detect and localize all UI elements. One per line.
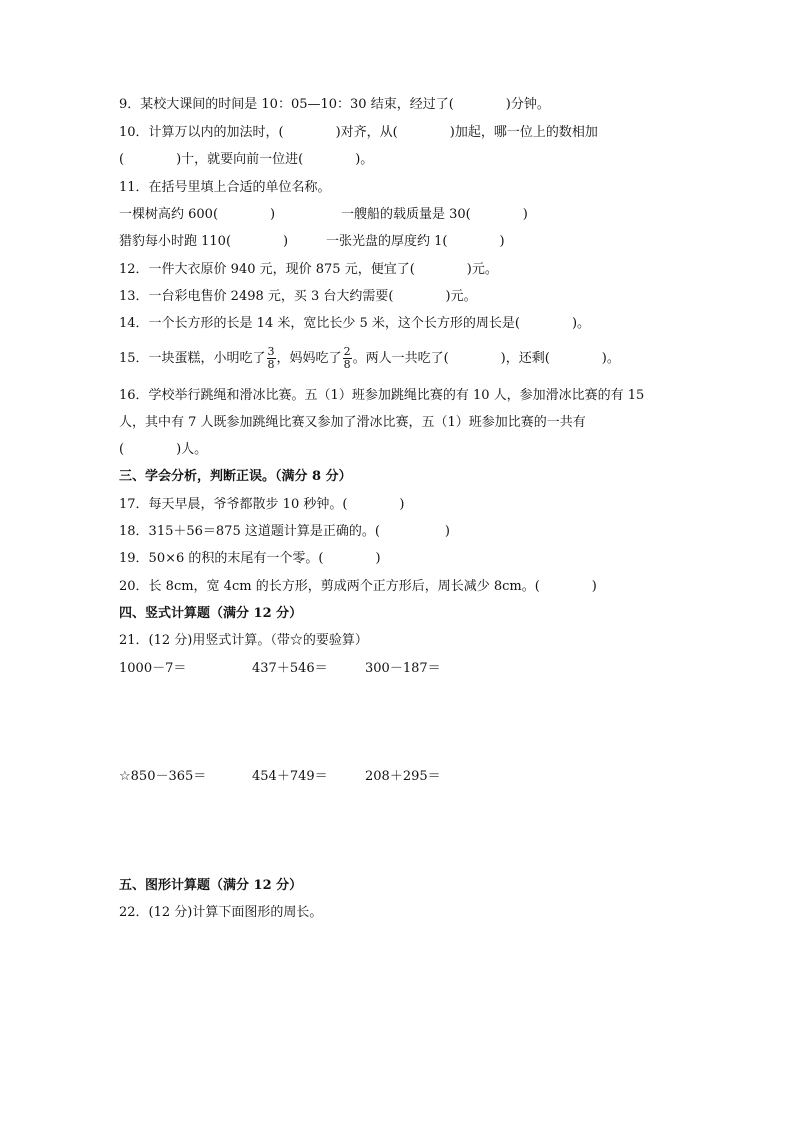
section-3-heading: 三、学会分析，判断正误。（满分 8 分）: [119, 469, 352, 484]
calc-item: 437＋546＝: [252, 661, 328, 676]
fraction-1-numerator: 3: [267, 345, 275, 358]
question-17: 17．每天早晨，爷爷都散步 10 秒钟。( ): [119, 497, 405, 512]
question-11-item-b: 一艘船的载质量是 30( ): [341, 207, 528, 222]
question-10-line-1: 10．计算万以内的加法时，( )对齐，从( )加起，哪一位上的数相加: [119, 125, 598, 140]
section-4-heading: 四、竖式计算题（满分 12 分）: [119, 606, 303, 621]
question-10-line-2: ( )十，就要向前一位进( )。: [119, 152, 374, 167]
question-15-part-3: 。两人一共吃了( )，还剩( )。: [352, 351, 620, 366]
question-14: 14．一个长方形的长是 14 米，宽比长少 5 米，这个长方形的周长是( )。: [119, 316, 591, 331]
calc-item: 454＋749＝: [252, 769, 328, 784]
calc-item: 208＋295＝: [365, 769, 441, 784]
question-19: 19．50×6 的积的末尾有一个零。( ): [119, 551, 381, 566]
fraction-2-denominator: 8: [343, 358, 351, 371]
question-11-item-d: 一张光盘的厚度约 1( ): [326, 234, 505, 249]
question-20: 20．长 8cm，宽 4cm 的长方形，剪成两个正方形后，周长减少 8cm。( ): [119, 579, 597, 594]
calc-item: ☆850－365＝: [119, 769, 207, 784]
question-21: 21．(12 分)用竖式计算。（带☆的要验算）: [119, 633, 368, 648]
question-16-line-3: ( )人。: [119, 442, 208, 457]
question-22: 22．(12 分)计算下面图形的周长。: [119, 905, 323, 920]
question-11-item-c: 猎豹每小时跑 110( ): [119, 234, 289, 249]
question-11-item-a: 一棵树高约 600( ): [119, 207, 276, 222]
question-16-line-2: 人，其中有 7 人既参加跳绳比赛又参加了滑冰比赛，五（1）班参加比赛的一共有: [119, 415, 586, 430]
question-15-part-1: 15．一块蛋糕，小明吃了: [119, 351, 266, 366]
question-9: 9．某校大课间的时间是 10：05—10：30 结束，经过了( )分钟。: [119, 97, 550, 112]
question-15: [119, 345, 620, 373]
fraction-1-denominator: 8: [267, 358, 275, 371]
calc-item: 300－187＝: [365, 661, 441, 676]
question-15-part-2: ，妈妈吃了: [276, 351, 342, 366]
fraction-two-eighths: [343, 346, 352, 371]
section-5-heading: 五、图形计算题（满分 12 分）: [119, 878, 303, 893]
fraction-2-numerator: 2: [343, 345, 351, 358]
calc-item: 1000－7＝: [119, 661, 187, 676]
question-11: 11．在括号里填上合适的单位名称。: [119, 180, 331, 195]
question-16-line-1: 16．学校举行跳绳和滑冰比赛。五（1）班参加跳绳比赛的有 10 人，参加滑冰比赛的有 15: [119, 388, 645, 403]
question-13: 13．一台彩电售价 2498 元，买 3 台大约需要( )元。: [119, 289, 477, 304]
fraction-three-eighths: [267, 346, 276, 371]
question-18: 18．315＋56＝875 这道题计算是正确的。( ): [119, 524, 450, 539]
question-12: 12．一件大衣原价 940 元，现价 875 元，便宜了( )元。: [119, 262, 498, 277]
